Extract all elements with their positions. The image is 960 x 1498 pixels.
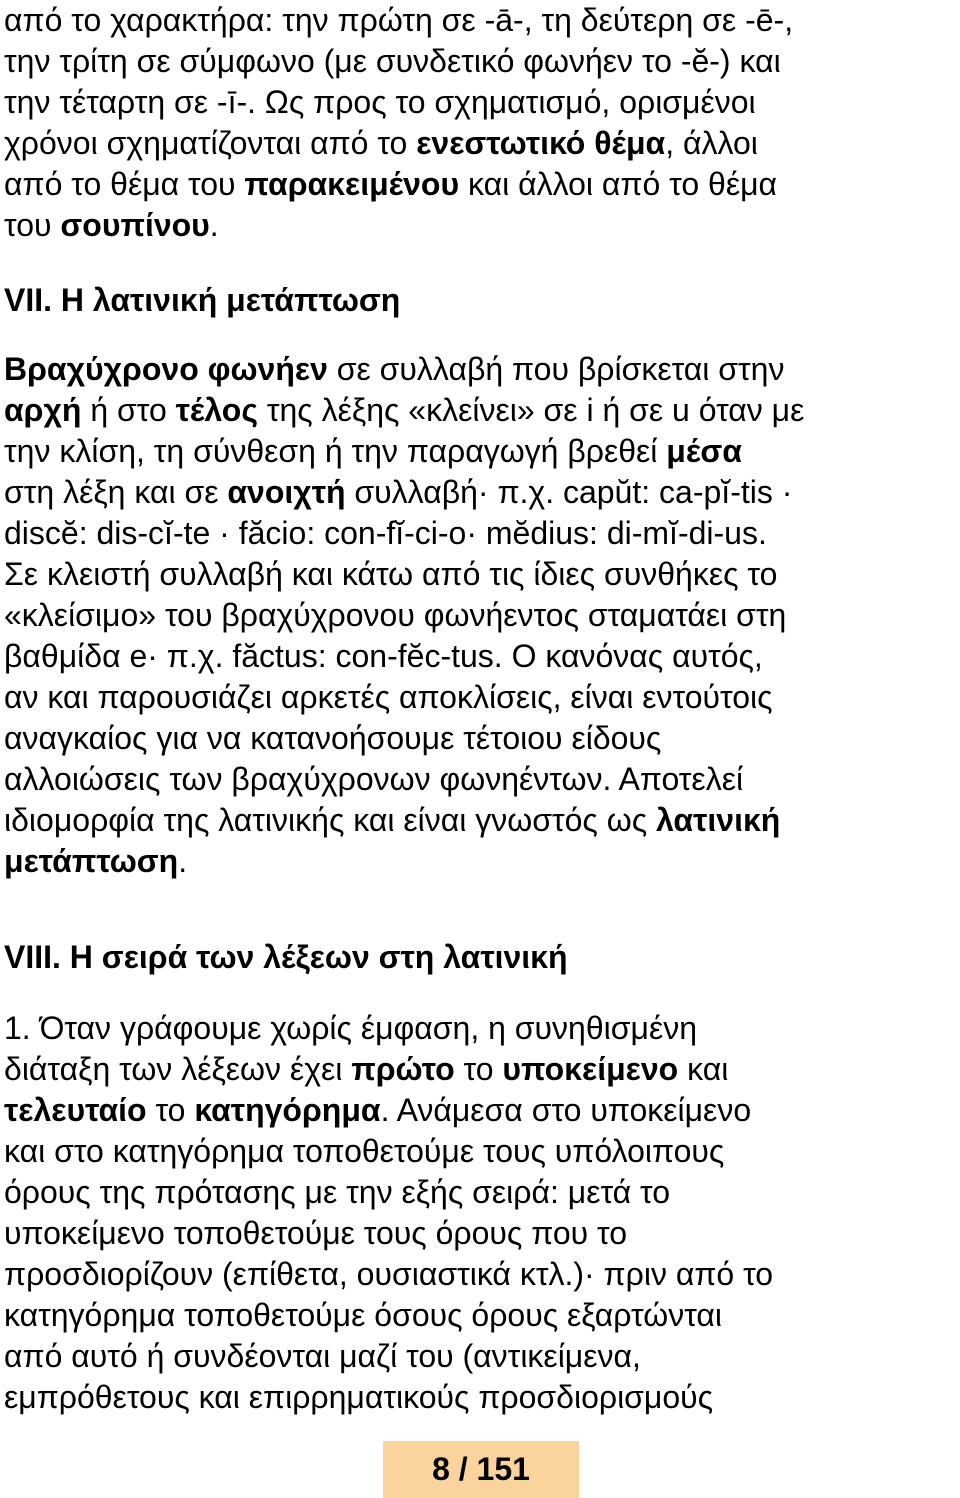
- bold-term: Βραχύχρονο φωνήεν: [4, 351, 328, 387]
- bold-term: κατηγόρημα: [194, 1092, 381, 1128]
- section-heading-viii: VIII. Η σειρά των λέξεων στη λατινική: [4, 939, 568, 975]
- text-line: αν και παρουσιάζει αρκετές αποκλίσεις, είναι εντούτοις: [4, 679, 773, 715]
- text-run: στη λέξη και σε: [4, 474, 228, 510]
- text-line: [4, 800, 954, 841]
- text-line: [4, 390, 954, 431]
- text-line: από αυτό ή συνδέονται μαζί του (αντικείμενα,: [4, 1338, 641, 1374]
- paragraph-section-vii: [4, 349, 954, 882]
- text-line: όρους της πρότασης με την εξής σειρά: μετά το: [4, 1174, 671, 1210]
- bold-term: τελευταίο: [4, 1092, 147, 1128]
- text-run: ή στο: [81, 392, 176, 428]
- text-run: συλλαβή· π.χ. capŭt: ca-pĭ-tis ·: [345, 474, 793, 510]
- text-run: του: [4, 207, 61, 243]
- text-run: και: [678, 1051, 729, 1087]
- section-heading-vii: VII. Η λατινική μετάπτωση: [4, 282, 401, 318]
- paragraph-intro: [4, 0, 954, 246]
- text-line: [4, 841, 954, 882]
- text-run: , άλλοι: [665, 125, 758, 161]
- text-line: Σε κλειστή συλλαβή και κάτω από τις ίδιες συνθήκες το: [4, 556, 778, 592]
- text-run: χρόνοι σχηματίζονται από το: [4, 125, 417, 161]
- text-line: [4, 349, 954, 390]
- bold-term: ενεστωτικό θέμα: [416, 125, 666, 161]
- text-line: αναγκαίος για να κατανοήσουμε τέτοιου είδους: [4, 720, 662, 756]
- text-line: προσδιορίζουν (επίθετα, ουσιαστικά κτλ.)· πριν από το: [4, 1256, 774, 1292]
- text-run: . Ανάμεσα στο υποκείμενο: [380, 1092, 752, 1128]
- bold-term: σουπίνου: [60, 207, 210, 243]
- text-run: της λέξης «κλείνει» σε i ή σε u όταν με: [257, 392, 805, 428]
- text-run: .: [209, 207, 219, 243]
- text-line: την τέταρτη σε -ī-. Ως προς το σχηματισμό, ορισμένοι: [4, 84, 756, 120]
- bold-term: μετάπτωση: [4, 843, 179, 879]
- text-line: [4, 1090, 954, 1131]
- text-line: [4, 123, 954, 164]
- page-counter: 8 / 151: [383, 1441, 579, 1498]
- bold-term: ανοιχτή: [227, 474, 346, 510]
- bold-term: αρχή: [4, 392, 82, 428]
- text-line: βαθμίδα e· π.χ. făctus: con-fĕc-tus. Ο κανόνας αυτός,: [4, 638, 763, 674]
- text-line: [4, 472, 954, 513]
- text-line: εμπρόθετους και επιρρηματικούς προσδιορισμούς: [4, 1379, 714, 1415]
- text-run: από το θέμα του: [4, 166, 245, 202]
- text-line: αλλοιώσεις των βραχύχρονων φωνηέντων. Αποτελεί: [4, 761, 744, 797]
- text-line: υποκείμενο τοποθετούμε τους όρους που το: [4, 1215, 627, 1251]
- text-line: [4, 205, 954, 246]
- text-line: [4, 431, 954, 472]
- text-run: την κλίση, τη σύνθεση ή την παραγωγή βρεθεί: [4, 433, 667, 469]
- bold-term: πρώτο: [351, 1051, 455, 1087]
- bold-term: παρακειμένου: [244, 166, 460, 202]
- text-line: 1. Όταν γράφουμε χωρίς έμφαση, η συνηθισμένη: [4, 1010, 697, 1046]
- text-run: ιδιομορφία της λατινικής και είναι γνωστός ως: [4, 802, 657, 838]
- text-line: «κλείσιμο» του βραχύχρονου φωνήεντος σταματάει στη: [4, 597, 787, 633]
- text-line: [4, 1049, 954, 1090]
- text-line: την τρίτη σε σύμφωνο (με συνδετικό φωνήεν το -ĕ-) και: [4, 43, 781, 79]
- text-run: διάταξη των λέξεων έχει: [4, 1051, 352, 1087]
- bold-term: τέλος: [175, 392, 258, 428]
- bold-term: υποκείμενο: [502, 1051, 679, 1087]
- bold-term: μέσα: [666, 433, 742, 469]
- text-line: από το χαρακτήρα: την πρώτη σε -ā-, τη δεύτερη σε -ē-,: [4, 2, 794, 38]
- text-line: [4, 164, 954, 205]
- text-line: και στο κατηγόρημα τοποθετούμε τους υπόλοιπους: [4, 1133, 725, 1169]
- bold-term: λατινική: [656, 802, 781, 838]
- text-run: το: [146, 1092, 195, 1128]
- text-run: και άλλοι από το θέμα: [459, 166, 778, 202]
- text-line: discĕ: dis-cĭ-te · făcio: con-fĭ-ci-o· mĕdius: di-mĭ-di-us.: [4, 515, 767, 551]
- paragraph-section-viii: [4, 1008, 954, 1418]
- text-line: κατηγόρημα τοποθετούμε όσους όρους εξαρτώνται: [4, 1297, 722, 1333]
- text-run: .: [178, 843, 188, 879]
- text-run: το: [454, 1051, 503, 1087]
- text-run: σε συλλαβή που βρίσκεται στην: [327, 351, 785, 387]
